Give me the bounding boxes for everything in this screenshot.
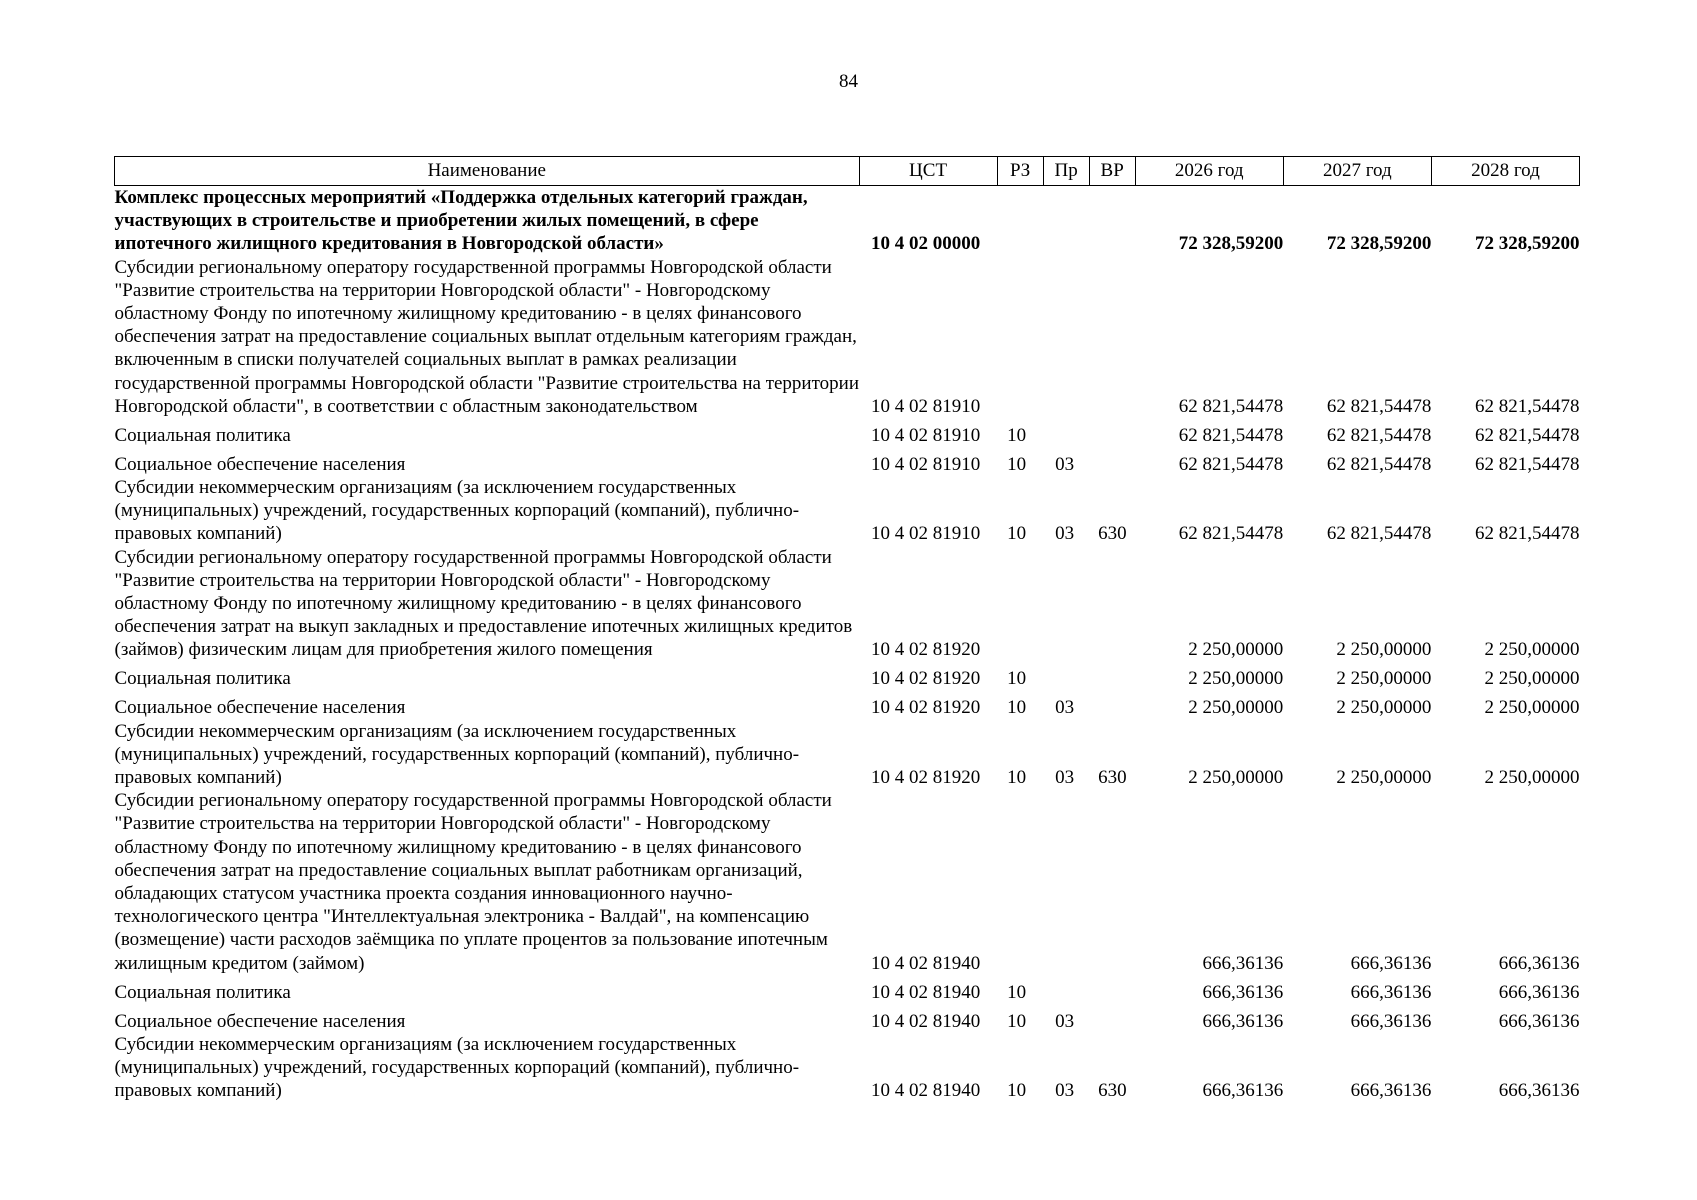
row-pr: [1043, 546, 1089, 662]
row-pr: [1043, 975, 1089, 1004]
row-2027: 666,36136: [1350, 1010, 1432, 1032]
row-cst: 10 4 02 81910: [871, 424, 981, 446]
row-2027: 666,36136: [1350, 952, 1432, 974]
header-cst: ЦСТ: [859, 157, 997, 186]
row-2028: 72 328,59200: [1475, 233, 1580, 255]
row-rz: [997, 186, 1043, 256]
row-cst: 10 4 02 81940: [871, 1080, 981, 1102]
row-vr: [1089, 447, 1135, 476]
row-cst: 10 4 02 81920: [871, 767, 981, 789]
table-row: [115, 789, 1580, 975]
row-rz: [997, 546, 1043, 662]
row-cst: 10 4 02 81910: [871, 523, 981, 545]
row-rz: 10: [1007, 453, 1027, 475]
row-cst: 10 4 02 81920: [871, 639, 981, 661]
table-row: [115, 546, 1580, 662]
row-2026: 2 250,00000: [1188, 668, 1284, 690]
row-2026: 2 250,00000: [1188, 639, 1284, 661]
row-vr: 630: [1098, 1080, 1127, 1102]
table-row: [115, 691, 1580, 720]
row-2028: 62 821,54478: [1475, 453, 1580, 475]
table-row: [115, 662, 1580, 691]
row-cst: 10 4 02 81940: [871, 952, 981, 974]
row-name: Субсидии региональному оператору государственной программы Новгородской области "Развитие строительства на территории Новгородской области" - Новгородскому областному Фонду по ипотечному жилищному кредитованию - в целях финансового обеспечения затрат на предоставление социальных выплат работникам организаций, обладающих статусом участника проекта создания инновационного научно-технологического центра "Интеллектуальная электроника - Валдай", на компенсацию (возмещение) части расходов заёмщика по уплате процентов за пользование ипотечным жилищным кредитом (займом): [114, 790, 832, 974]
row-rz: [997, 256, 1043, 418]
table-row: [115, 447, 1580, 476]
table-row: [115, 418, 1580, 447]
table-header: [115, 157, 1580, 186]
header-row: [115, 157, 1580, 186]
row-pr: 03: [1055, 523, 1075, 545]
row-rz: 10: [1007, 697, 1027, 719]
header-rz: РЗ: [997, 157, 1043, 186]
row-2027: 62 821,54478: [1326, 453, 1432, 475]
row-vr: 630: [1098, 523, 1127, 545]
row-rz: 10: [1007, 981, 1027, 1003]
row-vr: 630: [1098, 767, 1127, 789]
row-name: Социальная политика: [114, 981, 291, 1003]
row-cst: 10 4 02 81940: [871, 981, 981, 1003]
row-cst: 10 4 02 81940: [871, 1010, 981, 1032]
row-2027: 666,36136: [1350, 981, 1432, 1003]
row-2026: 2 250,00000: [1188, 697, 1284, 719]
row-2026: 62 821,54478: [1178, 395, 1284, 417]
row-2028: 666,36136: [1498, 1010, 1580, 1032]
row-2027: 62 821,54478: [1326, 523, 1432, 545]
row-pr: [1043, 662, 1089, 691]
row-2028: 666,36136: [1498, 981, 1580, 1003]
table-row: [115, 1033, 1580, 1103]
row-name: Субсидии региональному оператору государственной программы Новгородской области "Развитие строительства на территории Новгородской области" - Новгородскому областному Фонду по ипотечному жилищному кредитованию - в целях финансового обеспечения затрат на предоставление социальных выплат отдельным категориям граждан, включенным в списки получателей социальных выплат в рамках реализации государственной программы Новгородской области "Развитие строительства на территории Новгородской области", в соответствии с областным законодательством: [114, 256, 859, 417]
row-pr: 03: [1055, 1080, 1075, 1102]
row-pr: [1043, 256, 1089, 418]
row-2026: 2 250,00000: [1188, 767, 1284, 789]
row-2028: 2 250,00000: [1484, 639, 1580, 661]
row-pr: 03: [1055, 697, 1075, 719]
header-2026: 2026 год: [1135, 157, 1283, 186]
row-2026: 666,36136: [1202, 1010, 1284, 1032]
row-2027: 62 821,54478: [1326, 424, 1432, 446]
row-2026: 666,36136: [1202, 1080, 1284, 1102]
row-2027: 2 250,00000: [1336, 668, 1432, 690]
row-2026: 62 821,54478: [1178, 424, 1284, 446]
header-pr: Пр: [1043, 157, 1089, 186]
row-2028: 62 821,54478: [1475, 395, 1580, 417]
row-2028: 666,36136: [1498, 952, 1580, 974]
row-name: Субсидии некоммерческим организациям (за исключением государственных (муниципальных) учреждений, государственных корпораций (компаний), публично-правовых компаний): [114, 1033, 800, 1102]
row-2027: 666,36136: [1350, 1080, 1432, 1102]
row-vr: [1089, 662, 1135, 691]
row-2027: 72 328,59200: [1326, 233, 1432, 255]
row-name: Субсидии некоммерческим организациям (за исключением государственных (муниципальных) учреждений, государственных корпораций (компаний), публично-правовых компаний): [114, 720, 800, 789]
table-row: [115, 256, 1580, 418]
row-cst: 10 4 02 00000: [871, 233, 981, 255]
row-2026: 62 821,54478: [1178, 453, 1284, 475]
header-2028: 2028 год: [1431, 157, 1579, 186]
row-vr: [1089, 186, 1135, 256]
row-pr: 03: [1055, 453, 1075, 475]
row-2028: 2 250,00000: [1484, 767, 1580, 789]
table-row: [115, 186, 1580, 256]
row-rz: 10: [1007, 668, 1027, 690]
row-rz: 10: [1007, 767, 1027, 789]
row-vr: [1089, 1004, 1135, 1033]
table-row: [115, 476, 1580, 546]
header-name: Наименование: [115, 157, 860, 186]
row-2026: 666,36136: [1202, 981, 1284, 1003]
row-2027: 2 250,00000: [1336, 767, 1432, 789]
row-cst: 10 4 02 81910: [871, 453, 981, 475]
row-2028: 2 250,00000: [1484, 697, 1580, 719]
row-vr: [1089, 256, 1135, 418]
row-vr: [1089, 691, 1135, 720]
table-body: [115, 186, 1580, 1103]
row-name: Субсидии региональному оператору государственной программы Новгородской области "Развитие строительства на территории Новгородской области" - Новгородскому областному Фонду по ипотечному жилищному кредитованию - в целях финансового обеспечения затрат на выкуп закладных и предоставление ипотечных жилищных кредитов (займов) физическим лицам для приобретения жилого помещения: [114, 546, 853, 661]
row-rz: [997, 789, 1043, 975]
row-2028: 62 821,54478: [1475, 523, 1580, 545]
row-2026: 666,36136: [1202, 952, 1284, 974]
row-2027: 2 250,00000: [1336, 639, 1432, 661]
table-row: [115, 975, 1580, 1004]
row-name: Социальная политика: [114, 668, 291, 690]
row-2026: 72 328,59200: [1178, 233, 1284, 255]
row-pr: 03: [1055, 1010, 1075, 1032]
row-pr: [1043, 186, 1089, 256]
row-vr: [1089, 418, 1135, 447]
row-pr: [1043, 418, 1089, 447]
row-vr: [1089, 975, 1135, 1004]
header-vr: ВР: [1089, 157, 1135, 186]
row-2027: 62 821,54478: [1326, 395, 1432, 417]
row-vr: [1089, 789, 1135, 975]
table-row: [115, 720, 1580, 790]
row-rz: 10: [1007, 523, 1027, 545]
table-row: [115, 1004, 1580, 1033]
row-name: Социальное обеспечение населения: [114, 1010, 406, 1032]
row-pr: [1043, 789, 1089, 975]
row-2028: 2 250,00000: [1484, 668, 1580, 690]
row-pr: 03: [1055, 767, 1075, 789]
row-2027: 2 250,00000: [1336, 697, 1432, 719]
row-rz: 10: [1007, 1080, 1027, 1102]
row-2028: 62 821,54478: [1475, 424, 1580, 446]
row-cst: 10 4 02 81910: [871, 395, 981, 417]
budget-table: [114, 156, 1580, 1103]
row-rz: 10: [1007, 424, 1027, 446]
row-cst: 10 4 02 81920: [871, 668, 981, 690]
row-cst: 10 4 02 81920: [871, 697, 981, 719]
row-vr: [1089, 546, 1135, 662]
row-2028: 666,36136: [1498, 1080, 1580, 1102]
header-2027: 2027 год: [1283, 157, 1431, 186]
row-rz: 10: [1007, 1010, 1027, 1032]
row-name: Комплекс процессных мероприятий «Поддержка отдельных категорий граждан, участвующих в строительстве и приобретении жилых помещений, в сфере ипотечного жилищного кредитования в Новгородской области»: [114, 187, 808, 255]
row-name: Социальная политика: [114, 424, 291, 446]
row-2026: 62 821,54478: [1178, 523, 1284, 545]
page-number: 84: [839, 71, 858, 92]
row-name: Социальное обеспечение населения: [114, 697, 406, 719]
row-name: Социальное обеспечение населения: [114, 453, 406, 475]
row-name: Субсидии некоммерческим организациям (за исключением государственных (муниципальных) учреждений, государственных корпораций (компаний), публично-правовых компаний): [114, 477, 800, 545]
